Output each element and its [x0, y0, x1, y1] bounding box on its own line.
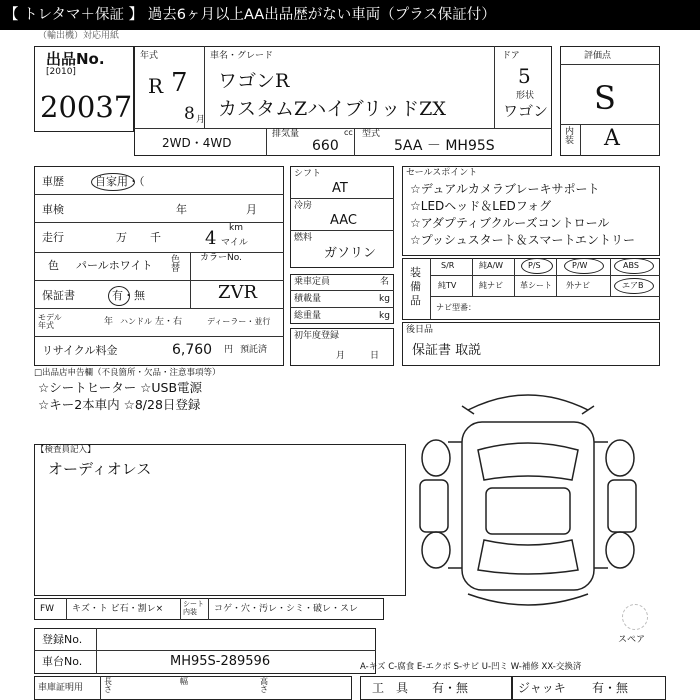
rating-label: 評価点	[584, 51, 612, 61]
recycle-value: 6,760	[172, 342, 213, 358]
color-code: ZVR	[218, 282, 258, 303]
postscript-value: 保証書 取説	[412, 343, 482, 358]
fuel-value: ガソリン	[324, 246, 377, 261]
seat-label: シート内装	[183, 600, 204, 616]
sales-label: セールスポイント	[406, 168, 478, 178]
recycle-note: 預託済	[240, 345, 268, 355]
displacement-value: 660	[312, 138, 339, 154]
equip-leather: 革シート	[520, 281, 552, 290]
chassis-value: MH95S-289596	[170, 654, 271, 669]
sales-item-2: ☆LEDヘッド＆LEDフォグ	[410, 199, 552, 213]
type-value: 5AA － MH95S	[394, 138, 495, 154]
reg-label: 登録No.	[42, 633, 83, 646]
first-reg-month: 月	[336, 351, 346, 361]
fuel-label: 燃料	[294, 233, 313, 243]
history-label: 車歴	[42, 175, 64, 188]
tools-value: 有・無	[432, 681, 469, 695]
equip-ext-navi: 外ナビ	[566, 281, 590, 290]
notes-line-1: ☆シートヒーター ☆USB電源	[38, 380, 203, 395]
dealer-label: ディーラー・並行	[207, 317, 271, 326]
year-era: R	[148, 74, 164, 98]
model-year-label: モデル年式	[38, 313, 62, 330]
equip-navi: 純ナビ	[479, 281, 503, 290]
spare-tire	[622, 604, 648, 630]
warranty-label: 保証書	[42, 289, 75, 302]
header-title: 【 トレタマ＋保証 】 過去6ヶ月以上AA出品歴がない車両（プラス保証付）	[4, 7, 496, 23]
mileage-man: 万	[116, 231, 127, 244]
sales-item-4: ☆プッシュスタート＆スマートエントリー	[410, 233, 635, 247]
sales-item-3: ☆アダプティブクルーズコントロール	[410, 216, 610, 230]
doors-value: 5	[518, 64, 531, 88]
jack-value: 有・無	[592, 681, 629, 695]
model-year-y: 年	[104, 317, 114, 327]
color-code-label: カラーNo.	[200, 253, 242, 263]
notes-label: □出品店申告欄（不良箇所・欠品・注意事項等）	[34, 368, 221, 378]
equip-sr: S/R	[441, 261, 455, 270]
capacity-unit: 名	[380, 277, 390, 287]
weight-label: 総重量	[294, 311, 322, 321]
inspector-label: 【検査員記入】	[36, 445, 96, 455]
year-month: 8	[184, 104, 195, 124]
car-diagram	[408, 380, 648, 620]
year-month-unit: 月	[196, 115, 206, 125]
doors-label: ドア	[502, 51, 520, 61]
inspection-month: 月	[246, 203, 257, 216]
weight-unit: kg	[379, 311, 390, 321]
recycle-unit: 円	[224, 345, 234, 355]
first-reg-day: 日	[370, 351, 380, 361]
lot-label: 出品No.	[46, 50, 105, 68]
history-value: 自家用・（	[95, 175, 145, 188]
equip-tv: 純TV	[438, 281, 457, 290]
spare-label: スペア	[618, 635, 646, 645]
model-label: 車名・グレード	[210, 51, 274, 61]
chassis-label: 車台No.	[42, 655, 83, 668]
drive-text: 2WD・4WD	[162, 136, 232, 150]
capacity-label: 乗車定員	[294, 277, 331, 287]
sales-item-1: ☆デュアルカメラブレーキサポート	[410, 182, 600, 196]
tools-label: 工 具	[372, 681, 409, 695]
year-label: 年式	[140, 51, 159, 61]
jack-label: ジャッキ	[518, 681, 566, 695]
equip-ps: P/S	[528, 261, 541, 270]
cert-label: 車庫証明用	[38, 683, 84, 693]
equip-aw: 純A/W	[479, 261, 504, 270]
ac-label: 冷房	[294, 201, 313, 211]
warranty-value: 有・無	[112, 289, 145, 302]
handle-lr: 左・右	[155, 317, 183, 327]
lot-number: 20037	[40, 90, 133, 124]
equipment-label: 装備品	[410, 266, 421, 307]
inspector-note: オーディオレス	[48, 460, 152, 478]
color-value: パールホワイト	[76, 259, 153, 272]
ac-value: AAC	[330, 213, 357, 228]
color-label: 色	[48, 259, 59, 272]
notes-line-2: ☆キー2本車内 ☆8/28日登録	[38, 397, 201, 412]
displacement-label: 排気量	[272, 129, 300, 139]
load-label: 積載量	[294, 294, 322, 304]
mileage-sen: 千	[150, 231, 161, 244]
rating-score: S	[594, 79, 616, 117]
sub-header: （輸出機）対応用紙	[38, 31, 120, 41]
inspection-label: 車検	[42, 203, 64, 216]
cc-label: cc	[344, 128, 353, 137]
cert-b: 幅	[180, 677, 188, 686]
equip-airbag: エアB	[622, 281, 644, 290]
inspection-year: 年	[176, 203, 187, 216]
model-name: ワゴンR	[218, 70, 290, 92]
fw-value: キズ・ト ビ石・割レ×	[72, 604, 164, 614]
model-grade: カスタムZハイブリッドZX	[218, 98, 446, 120]
year-value: 7	[171, 68, 188, 98]
postscript-label: 後日品	[406, 325, 434, 335]
handle-label: ハンドル	[120, 317, 152, 326]
mileage-unit-mile: マイル	[221, 238, 248, 248]
mileage-unit-km: km	[229, 223, 243, 233]
first-reg-label: 初年度登録	[294, 331, 340, 341]
shift-label: シフト	[294, 169, 322, 179]
mileage-value: 4	[205, 228, 217, 249]
lot-code: [2010]	[46, 67, 76, 77]
interior-label: 内装	[565, 127, 575, 146]
type-label: 型式	[362, 129, 381, 139]
color-change-label: 色替	[171, 255, 181, 274]
seat-value: コゲ・穴・汚レ・シミ・破レ・スレ	[214, 604, 359, 614]
fw-label: FW	[40, 604, 55, 614]
equip-pw: P/W	[572, 261, 588, 270]
equip-abs: ABS	[623, 261, 639, 270]
cert-c: 高さ	[260, 677, 268, 694]
interior-value: A	[604, 126, 620, 151]
shape-label: 形状	[516, 91, 535, 101]
equip-nav-model: ナビ型番：	[436, 303, 476, 312]
cert-a: 長さ	[104, 677, 112, 694]
mileage-label: 走行	[42, 231, 64, 244]
shape-value: ワゴン	[503, 102, 549, 120]
load-unit: kg	[379, 294, 390, 304]
shift-value: AT	[332, 181, 348, 196]
recycle-label: リサイクル料金	[42, 344, 118, 357]
legend: A-キズ C-腐食 E-エクボ S-サビ U-凹ミ W-補修 XX-交換済	[360, 662, 582, 672]
